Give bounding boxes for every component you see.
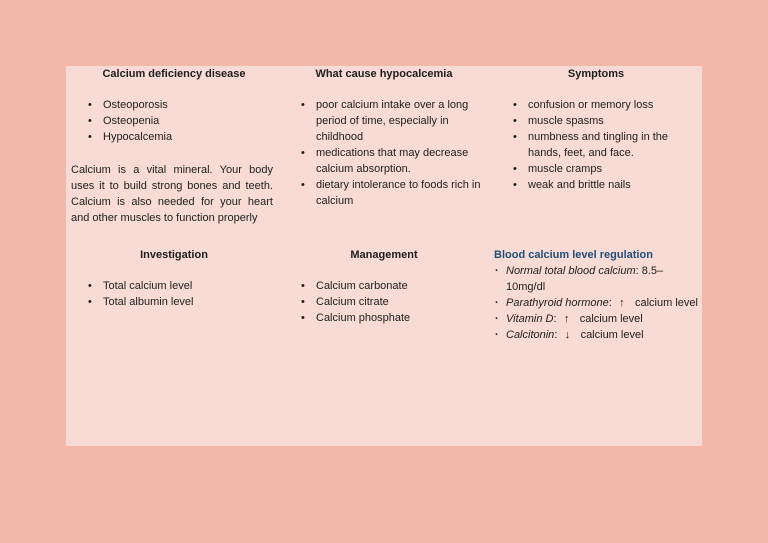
- regulation-term: Vitamin D: [506, 313, 554, 325]
- list-item: • dietary intolerance to foods rich in calcium: [284, 177, 484, 209]
- regulation-list: [494, 263, 700, 343]
- investigation-heading: Investigation: [140, 249, 208, 261]
- regulation-effect: calcium level: [634, 297, 698, 309]
- down-arrow-icon: ↓: [564, 329, 571, 341]
- list-item: • weak and brittle nails: [496, 177, 696, 193]
- list-item: • Total albumin level: [71, 294, 277, 310]
- regulation-section: [494, 247, 700, 343]
- list-item: • medications that may decrease calcium absorption.: [284, 145, 484, 177]
- list-item: • Calcium carbonate: [284, 278, 484, 294]
- list-item: • Osteoporosis: [71, 97, 277, 113]
- regulation-item: [494, 263, 700, 295]
- disease-heading: Calcium deficiency disease: [102, 68, 246, 80]
- disease-list: [71, 97, 277, 145]
- regulation-item: · Calcitonin: ↓ calcium level: [494, 327, 700, 343]
- disease-paragraph: Calcium is a vital mineral. Your body uses it to build strong bones and teeth. Calcium is also needed for your heart and other muscles to function properly: [71, 164, 273, 224]
- management-heading: Management: [350, 249, 418, 261]
- regulation-effect: calcium level: [579, 313, 643, 325]
- symptoms-heading: Symptoms: [567, 68, 625, 80]
- list-item: • muscle cramps: [496, 161, 696, 177]
- regulation-item: · Parathyroid hormone: ↑ calcium level: [494, 295, 700, 311]
- list-item: • muscle spasms: [496, 113, 696, 129]
- symptoms-list: [496, 97, 696, 193]
- investigation-list: [71, 278, 277, 310]
- content-card: [66, 66, 702, 446]
- list-item: • Calcium phosphate: [284, 310, 484, 326]
- list-item: • Hypocalcemia: [71, 129, 277, 145]
- regulation-effect: calcium level: [580, 329, 644, 341]
- management-list: [284, 278, 484, 326]
- up-arrow-icon: ↑: [563, 313, 570, 325]
- list-item: • Total calcium level: [71, 278, 277, 294]
- causes-heading: What cause hypocalcemia: [315, 68, 453, 80]
- regulation-term: Calcitonin: [506, 329, 555, 341]
- list-item: • confusion or memory loss: [496, 97, 696, 113]
- list-item: • Osteopenia: [71, 113, 277, 129]
- up-arrow-icon: ↑: [619, 297, 625, 309]
- list-item: • Calcium citrate: [284, 294, 484, 310]
- list-item: • poor calcium intake over a long period of time, especially in childhood: [284, 97, 484, 145]
- causes-list: [284, 97, 484, 209]
- regulation-value: : 8.5–10mg/dl: [506, 265, 664, 293]
- regulation-item: · Vitamin D: ↑ calcium level: [494, 311, 700, 327]
- regulation-title: Blood calcium level regulation: [494, 249, 653, 261]
- regulation-term: Normal total blood calcium: [506, 265, 636, 277]
- regulation-term: Parathyroid hormone: [506, 297, 609, 309]
- list-item: • numbness and tingling in the hands, feet, and face.: [496, 129, 696, 161]
